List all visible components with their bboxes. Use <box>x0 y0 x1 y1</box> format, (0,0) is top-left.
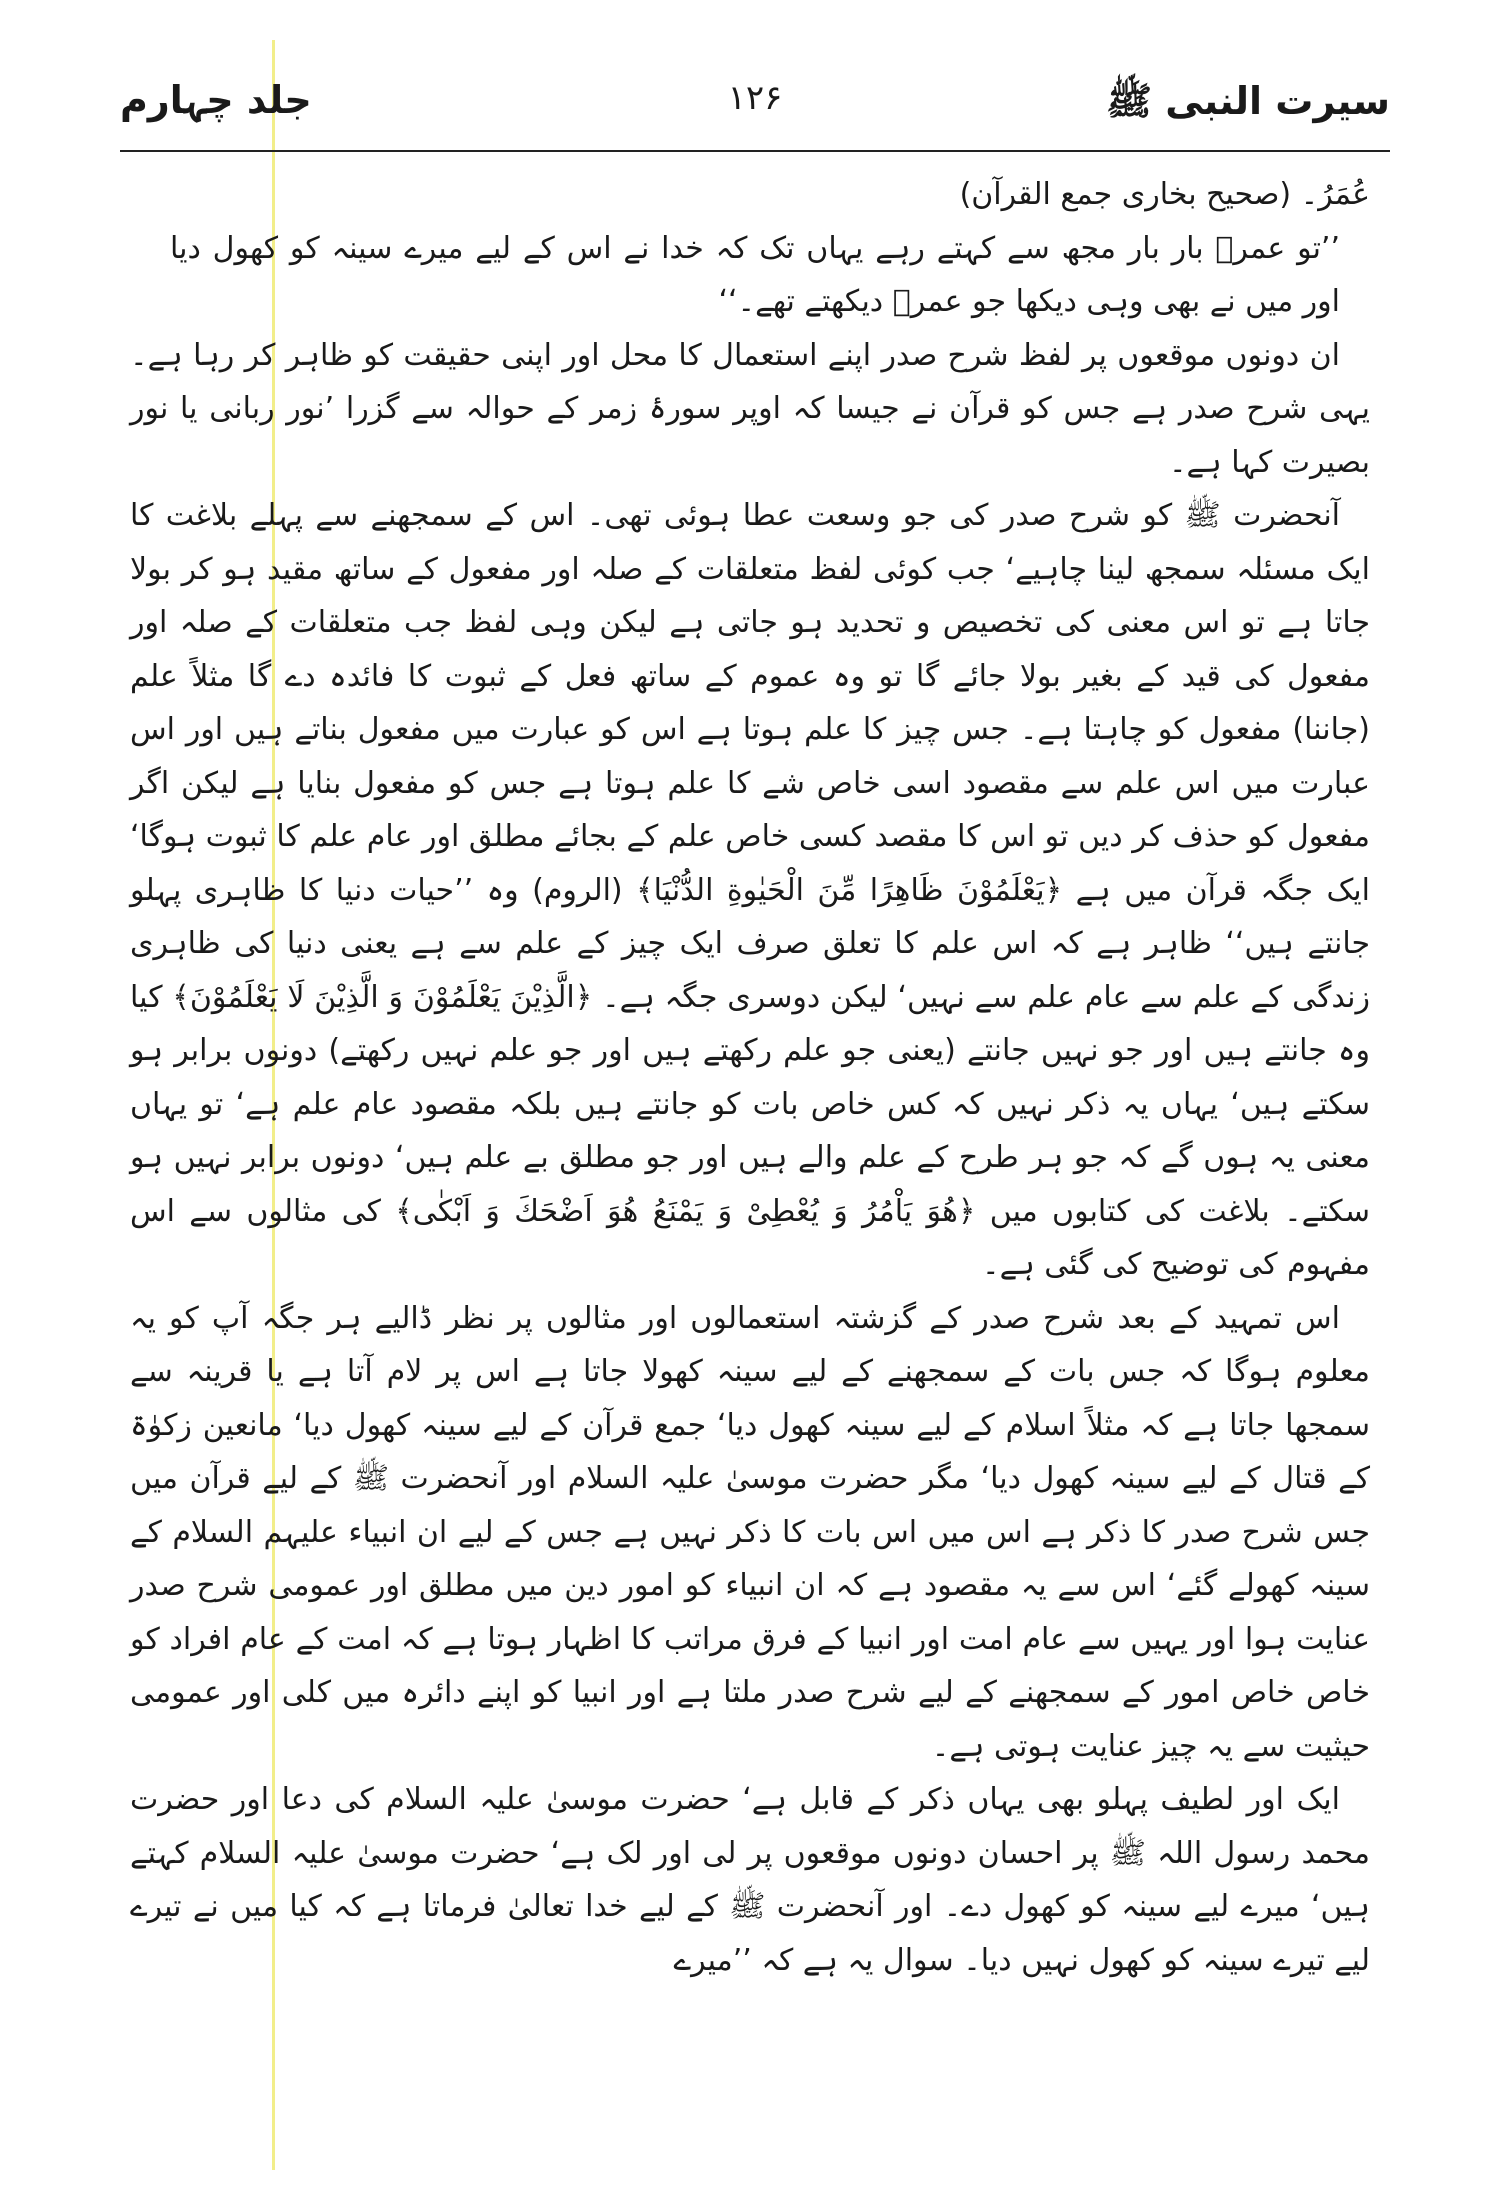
header-divider <box>120 150 1390 152</box>
page-header <box>120 78 1390 148</box>
quoted-passage: ’’تو عمرؓ بار بار مجھ سے کہتے رہے یہاں تک کہ خدا نے اس کے لیے میرے سینہ کو کھول دیا اور میں نے بھی وہی دیکھا جو عمرؓ دیکھتے تھے۔‘‘ <box>170 230 1340 319</box>
paragraph: اس تمہید کے بعد شرح صدر کے گزشتہ استعمالوں اور مثالوں پر نظر ڈالیے ہر جگہ آپ کو یہ معلوم ہوگا کہ جس بات کے سمجھنے کے لیے سینہ کھولا جاتا ہے اس پر لام آتا ہے یا قرینہ سے سمجھا جاتا ہے کہ مثلاً اسلام کے لیے سینہ کھول دیا‘ جمع قرآن کے لیے سینہ کھول دیا‘ مانعین زکوٰۃ کے قتال کے لیے سینہ کھول دیا‘ مگر حضرت موسیٰ علیہ السلام اور آنحضرت ﷺ کے لیے قرآن میں جس شرح صدر کا ذکر ہے اس میں اس بات کا ذکر نہیں ہے جس کے لیے ان انبیاء علیہم السلام کے سینہ کھولے گئے‘ اس سے یہ مقصود ہے کہ ان انبیاء کو امور دین میں مطلق اور عمومی شرح صدر عنایت ہوا اور یہیں سے عام امت اور انبیا کے فرق مراتب کا اظہار ہوتا ہے کہ امت کے عام افراد کو خاص خاص امور کے سمجھنے کے لیے شرح صدر ملتا ہے اور انبیا کو اپنے دائرہ میں کلی اور عمومی حیثیت سے یہ چیز عنایت ہوتی ہے۔ <box>130 1300 1370 1764</box>
book-title: سیرت النبی ﷺ <box>1106 79 1390 123</box>
paragraph: ان دونوں موقعوں پر لفظ شرح صدر اپنے استعمال کا محل اور اپنی حقیقت کو ظاہر کر رہا ہے۔ یہی شرح صدر ہے جس کو قرآن نے جیسا کہ اوپر سورۂ زمر کے حوالہ سے گزرا ’نور ربانی یا نور بصیرت کہا ہے۔ <box>130 337 1370 480</box>
paragraph: ایک اور لطیف پہلو بھی یہاں ذکر کے قابل ہے‘ حضرت موسیٰ علیہ السلام کی دعا اور حضرت محمد رسول اللہ ﷺ پر احسان دونوں موقعوں پر لی اور لک ہے‘ حضرت موسیٰ علیہ السلام کہتے ہیں‘ میرے لیے سینہ کو کھول دے۔ اور آنحضرت ﷺ کے لیے خدا تعالیٰ فرماتا ہے کہ کیا میں نے تیرے لیے تیرے سینہ کو کھول نہیں دیا۔ سوال یہ ہے کہ ’’میرے <box>130 1782 1370 1978</box>
paragraph: آنحضرت ﷺ کو شرح صدر کی جو وسعت عطا ہوئی تھی۔ اس کے سمجھنے سے پہلے بلاغت کا ایک مسئلہ سمجھ لینا چاہیے‘ جب کوئی لفظ متعلقات کے صلہ اور مفعول کے ساتھ مقید ہو کر بولا جاتا ہے تو اس معنی کی تخصیص و تحدید ہو جاتی ہے لیکن وہی لفظ جب متعلقات کے صلہ اور مفعول کی قید کے بغیر بولا جائے گا تو وہ عموم کے ساتھ فعل کے ثبوت کا فائدہ دے گا مثلاً علم (جاننا) مفعول کو چاہتا ہے۔ جس چیز کا علم ہوتا ہے اس کو عبارت میں مفعول بناتے ہیں اور اس عبارت میں اس علم سے مقصود اسی خاص شے کا علم ہوتا ہے جس کو مفعول بنایا ہے لیکن اگر مفعول کو حذف کر دیں تو اس کا مقصد کسی خاص علم کے بجائے مطلق اور عام علم کا ثبوت ہوگا‘ ایک جگہ قرآن میں ہے ﴿یَعْلَمُوْنَ ظَاهِرًا مِّنَ الْحَیٰوةِ الدُّنْیَا﴾ (الروم) وہ ’’حیات دنیا کا ظاہری پہلو جانتے ہیں‘‘ ظاہر ہے کہ اس علم کا تعلق صرف ایک چیز کے علم سے ہے یعنی دنیا کی ظاہری زندگی کے علم سے عام علم سے نہیں‘ لیکن دوسری جگہ ہے۔ ﴿الَّذِیْنَ یَعْلَمُوْنَ وَ الَّذِیْنَ لَا یَعْلَمُوْنَ﴾ کیا وہ جانتے ہیں اور جو نہیں جانتے (یعنی جو علم رکھتے ہیں اور جو علم نہیں رکھتے) دونوں برابر ہو سکتے ہیں‘ یہاں یہ ذکر نہیں کہ کس خاص بات کو جانتے ہیں بلکہ مقصود عام علم ہے‘ تو یہاں معنی یہ ہوں گے کہ جو ہر طرح کے علم والے ہیں اور جو مطلق بے علم ہیں‘ دونوں برابر نہیں ہو سکتے۔ بلاغت کی کتابوں میں ﴿هُوَ یَاْمُرُ وَ یُعْطِیْ وَ یَمْنَعُ هُوَ اَضْحَكَ وَ اَبْكٰی﴾ کی مثالوں سے اس مفہوم کی توضیح کی گئی ہے۔ <box>130 498 1370 1282</box>
volume-label: جلد چہارم <box>120 78 312 122</box>
page-body <box>130 168 1370 1987</box>
page-number: ۱۲۶ <box>727 78 783 118</box>
citation-line: عُمَرُ۔ (صحیح بخاری جمع القرآن) <box>959 177 1370 212</box>
